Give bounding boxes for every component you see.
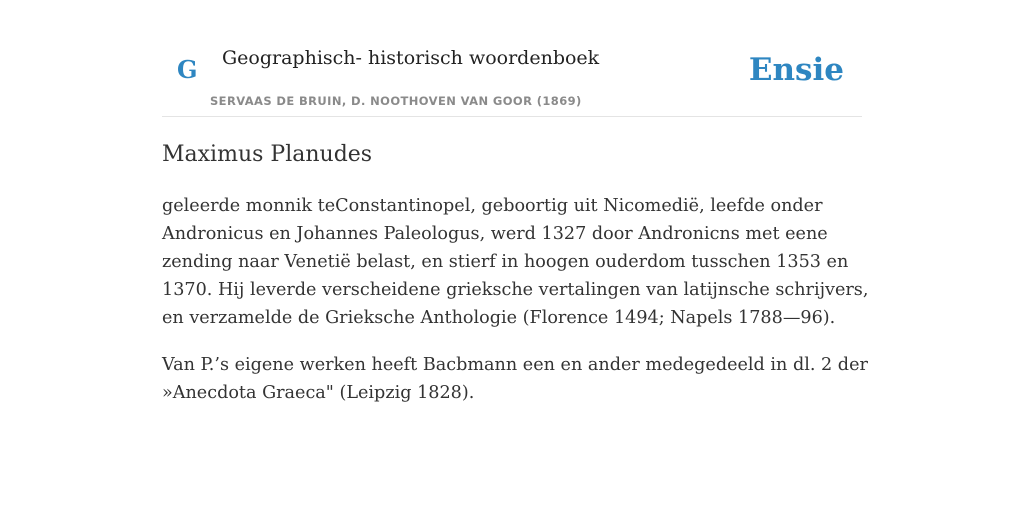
entry-paragraph: Van P.’s eigene werken heeft Bacbmann een en ander medegedeeld in dl. 2 der »Anecdota Graeca" (Leipzig 1828). (162, 355, 868, 403)
ensie-logo[interactable]: Ensie (748, 52, 844, 88)
book-initial-logo[interactable]: G (177, 55, 198, 84)
book-header (162, 40, 862, 117)
book-author: SERVAAS DE BRUIN, D. NOOTHOVEN VAN GOOR (1869) (210, 94, 582, 108)
entry-body (162, 192, 870, 426)
book-title-link[interactable]: Geographisch- historisch woordenboek (222, 47, 600, 69)
entry-title: Maximus Planudes (162, 142, 373, 167)
entry-paragraph: geleerde monnik teConstantinopel, geboortig uit Nicomedië, leefde onder Andronicus en Johannes Paleologus, werd 1327 door Andronicns met eene zending naar Venetië belast, en stierf in hoogen ouderdom tusschen 1353 en 1370. Hij leverde verscheidene grieksche vertalingen van latijnsche schrijvers, en verzamelde de Grieksche Anthologie (Florence 1494; Napels 1788—96). (162, 196, 869, 328)
